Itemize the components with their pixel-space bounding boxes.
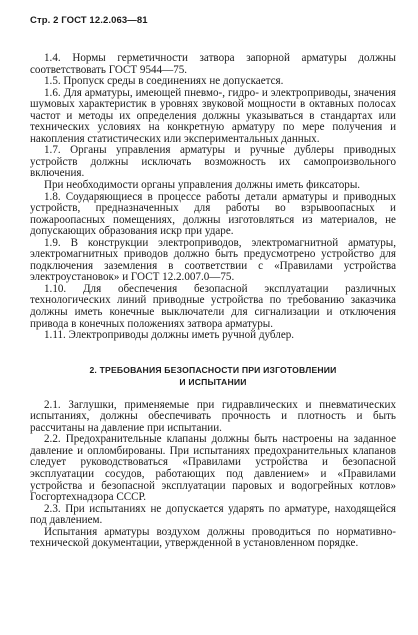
clause-1-7-note: При необходимости органы управления должны иметь фиксаторы.	[44, 179, 361, 192]
clause-2-1: 2.1. Заглушки, применяемые при гидравлических и пневматических испытаниях, должны обеспечивать прочность и плотность и быть рассчитаны на давление при испытании.	[30, 398, 396, 434]
document-body	[30, 53, 396, 550]
clause-1-10: 1.10. Для обеспечения безопасной эксплуатации различных технологических линий приводные устройства по требованию заказчика должны иметь конечные выключатели для сигнализации и отключения привода в конечных положениях затвора арматуры.	[30, 282, 396, 330]
page-header: Стр. 2 ГОСТ 12.2.063—81	[30, 15, 148, 26]
clause-1-4: 1.4. Нормы герметичности затвора запорной арматуры должны соответствовать ГОСТ 9544—75.	[30, 52, 396, 76]
section-2-title-line2: И ИСПЫТАНИИ	[179, 376, 247, 387]
clause-2-2: 2.2. Предохранительные клапаны должны быть настроены на заданное давление и опломбированы. При испытаниях предохранительных клапанов следует руководствоваться «Правилами устройства и безопасной эксплуатации сосудов, работающих под давлением» и «Правилами устройства и безопасной эксплуатации паровых и водогрейных котлов» Госгортехнадзора СССР.	[30, 433, 396, 504]
clause-2-3: 2.3. При испытаниях не допускается ударять по арматуре, находящейся под давлением.	[30, 502, 396, 527]
section-2-title	[30, 364, 396, 388]
clause-1-7: 1.7. Органы управления арматуры и ручные дублеры приводных устройств должны исключать возможность их самопроизвольного включения.	[30, 144, 396, 180]
clause-1-8: 1.8. Соударяющиеся в процессе работы детали арматуры и приводных устройств, предназначенных для работы во взрывоопасных и пожароопасных помещениях, должны изготовляться из материалов, не допускающих образования искр при ударе.	[30, 190, 396, 238]
clause-2-3-note: Испытания арматуры воздухом должны проводиться по нормативно-технической документации, утвержденной в установленном порядке.	[30, 525, 396, 550]
section-2-title-line1: 2. ТРЕБОВАНИЯ БЕЗОПАСНОСТИ ПРИ ИЗГОТОВЛЕНИИ	[89, 364, 337, 375]
clause-1-6: 1.6. Для арматуры, имеющей пневмо-, гидро- и электроприводы, значения шумовых характеристик в уровнях звуковой мощности в октавных полосах частот и методы их определения должны указываться в стандартах или технических условиях на конкретную арматуру по мере получения и накопления статистических или экспериментальных данных.	[30, 86, 396, 145]
clause-1-5: 1.5. Пропуск среды в соединениях не допускается.	[44, 75, 284, 88]
clause-1-9: 1.9. В конструкции электроприводов, электромагнитной арматуры, электромагнитных приводов должно быть предусмотрено устройство для подключения заземления в соответствии с «Правилами устройства электроустановок» и ГОСТ 12.2.007.0—75.	[30, 236, 396, 284]
clause-1-11: 1.11. Электроприводы должны иметь ручной дублер.	[44, 329, 295, 342]
